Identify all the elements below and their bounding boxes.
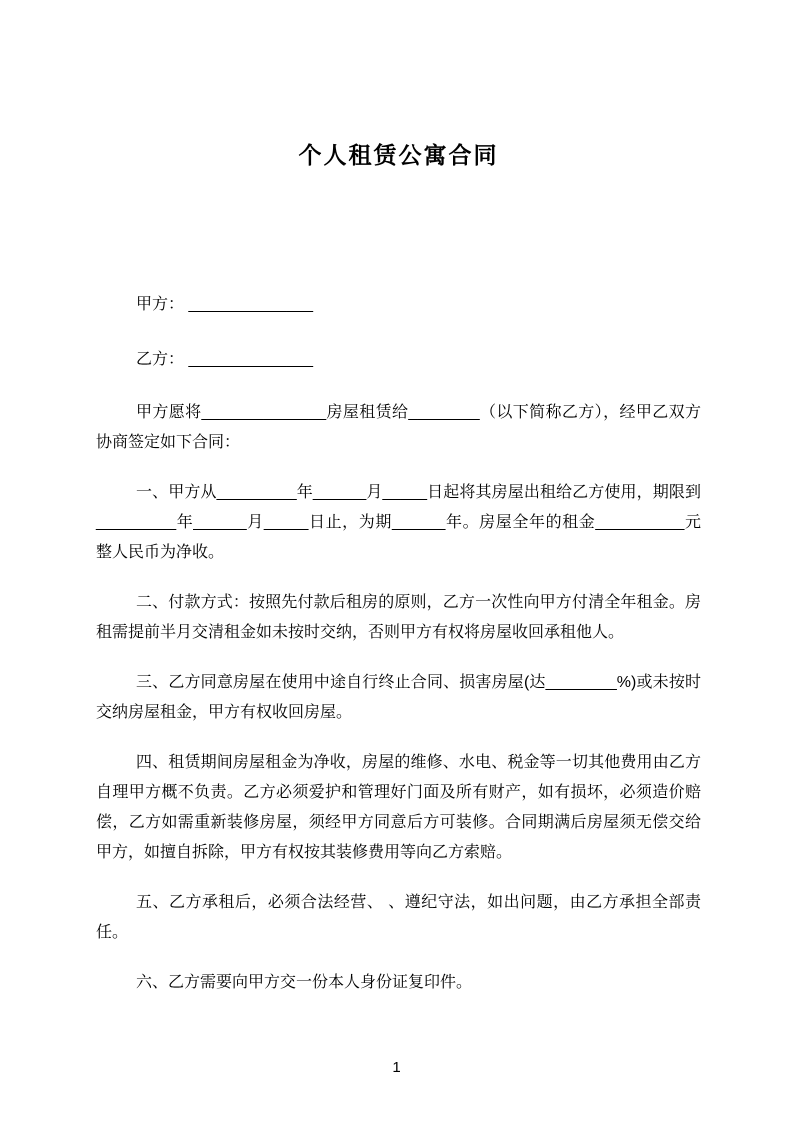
clause-5: 五、乙方承租后，必须合法经营、 、遵纪守法，如出问题，由乙方承担全部责任。 bbox=[96, 894, 701, 941]
clause-1: 一、甲方从_________年______月_____日起将其房屋出租给乙方使用，期限到_________年______月_____日止，为期______年。房屋全年的租金__________元整人民币为净收。 bbox=[96, 484, 701, 561]
clause-6: 六、乙方需要向甲方交一份本人身份证复印件。 bbox=[136, 974, 473, 991]
document-content bbox=[96, 0, 701, 998]
party-b-blank-line: 乙方： ______________ bbox=[136, 351, 314, 368]
contract-title: 个人租赁公寓合同 bbox=[298, 142, 499, 168]
party-a-blank-line: 甲方： ______________ bbox=[136, 296, 314, 313]
page-number: 1 bbox=[392, 1059, 401, 1076]
clause-4: 四、租赁期间房屋租金为净收，房屋的维修、水电、税金等一切其他费用由乙方自理甲方概不负责。乙方必须爱护和管理好门面及所有财产，如有损坏，必须造价赔偿，乙方如需重新装修房屋，须经甲方同意后方可装修。合同期满后房屋须无偿交给甲方，如擅自拆除，甲方有权按其装修费用等向乙方索赔。 bbox=[96, 754, 701, 861]
contract-intro-paragraph: 甲方愿将______________房屋租赁给________（以下简称乙方），经甲乙双方协商签定如下合同： bbox=[96, 404, 701, 451]
clause-3: 三、乙方同意房屋在使用中途自行终止合同、损害房屋(达________%)或未按时交纳房屋租金，甲方有权收回房屋。 bbox=[96, 674, 701, 721]
clause-2: 二、付款方式：按照先付款后租房的原则，乙方一次性向甲方付清全年租金。房租需提前半月交清租金如未按时交纳，否则甲方有权将房屋收回承租他人。 bbox=[96, 594, 701, 641]
